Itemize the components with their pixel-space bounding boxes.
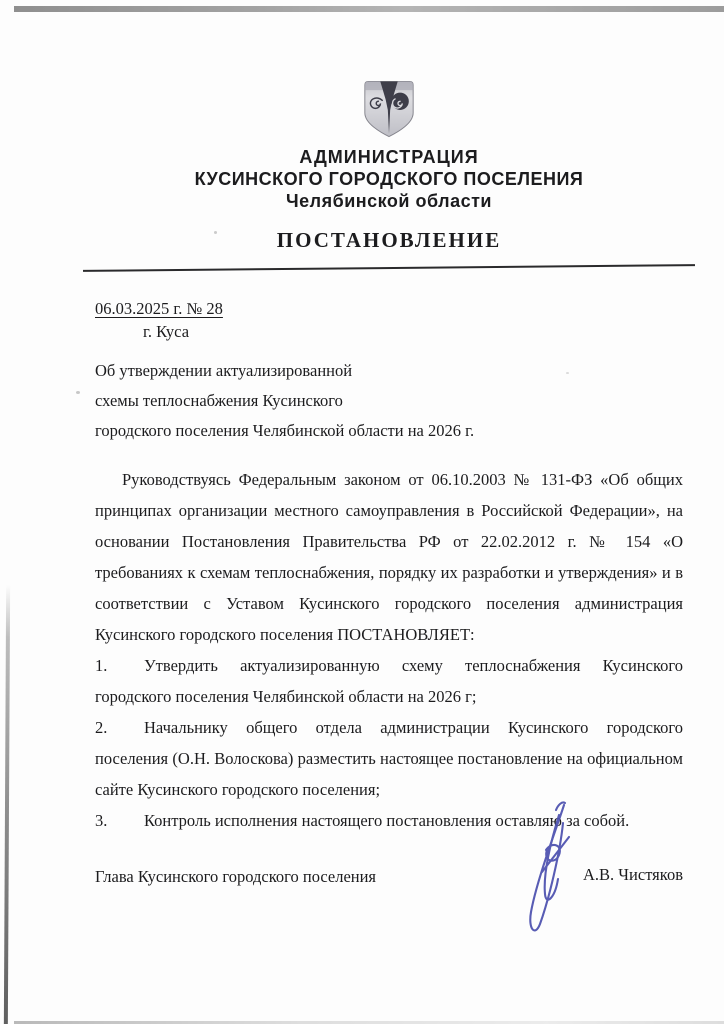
document-subject: [95, 356, 683, 446]
preamble-paragraph: Руководствуясь Федеральным законом от 06.10.2003 № 131-ФЗ «Об общих принципах организации местного самоуправления в Российской Федерации», на основании Постановления Правительства РФ от 22.02.2012 г. № 154 «О требованиях к схемам теплоснабжения, порядку их разработки и утверждения» и в соответствии с Уставом Кусинского городского поселения администрация Кусинского городского поселения ПОСТАНОВЛЯЕТ:: [95, 470, 683, 644]
item-number: 3.: [95, 811, 108, 830]
signatory-title: Глава Кусинского городского поселения: [95, 867, 377, 886]
org-name-line3: Челябинской области: [286, 191, 492, 211]
resolution-item-3: [95, 805, 683, 836]
date-and-number: 06.03.2025 г. № 28: [95, 299, 223, 318]
place-name: г. Куса: [143, 322, 190, 341]
signatory-name: А.В. Чистяков: [583, 865, 683, 884]
organization-header: [95, 146, 683, 212]
resolution-item-2: [95, 712, 683, 805]
document-content: [95, 0, 683, 887]
document-type-title: ПОСТАНОВЛЕНИЕ: [276, 228, 502, 252]
subject-line: городского поселения Челябинской области на 2026 г.: [95, 421, 475, 440]
item-number: 1.: [95, 656, 108, 675]
org-name-line1: АДМИНИСТРАЦИЯ: [299, 147, 479, 167]
scan-edge-left: [4, 585, 10, 1024]
subject-line: схемы теплоснабжения Кусинского: [95, 391, 343, 410]
item-text: Начальнику общего отдела администрации Кусинского городского поселения (О.Н. Волоскова) разместить настоящее постановление на официальном сайте Кусинского городского поселения;: [95, 718, 683, 799]
signature-row: [95, 867, 683, 887]
org-name-line2: КУСИНСКОГО ГОРОДСКОГО ПОСЕЛЕНИЯ: [194, 169, 584, 189]
subject-line: Об утверждении актуализированной: [95, 361, 353, 380]
coat-of-arms-icon: [360, 78, 418, 140]
item-text: Утвердить актуализированную схему теплоснабжения Кусинского городского поселения Челябинской области на 2026 г;: [95, 656, 683, 706]
resolution-item-1: [95, 650, 683, 712]
scan-speck: [76, 391, 80, 394]
item-number: 2.: [95, 718, 108, 737]
item-text: Контроль исполнения настоящего постановления оставляю за собой.: [144, 811, 630, 830]
